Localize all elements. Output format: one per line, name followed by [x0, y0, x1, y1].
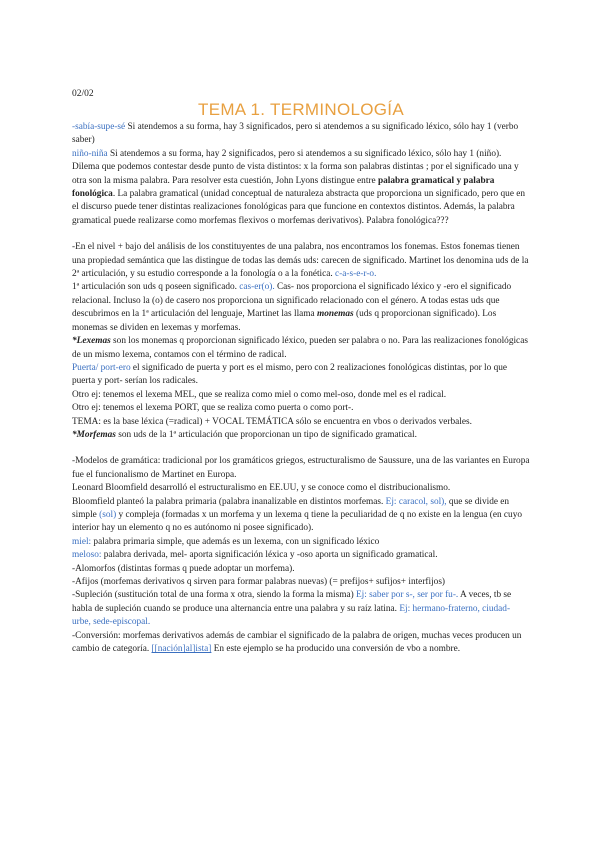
paragraph-alomorfos: -Alomorfos (distintas formas q puede adoptar un morfema).	[72, 563, 295, 574]
paragraph-afijos: -Afijos (morfemas derivativos q sirven para formar palabras nuevas) (= prefijos+ sufijos+ interfijos)	[72, 577, 446, 587]
paragraph-tema: TEMA: es la base léxica (=radical) + VOCAL TEMÁTICA sólo se encuentra en vbos o derivados verbales.	[72, 416, 472, 427]
paragraph-text: . La palabra gramatical (unidad conceptual de naturaleza abstracta que proporciona un significado, pero que en el discurso puede tener distintas realizaciones fonológicas para que funcione en contextos distintos. Además, la palabra gramatical puede realizarse como morfemas flexivos o morfemas derivativos). Palabra fonológica???	[72, 189, 526, 226]
bold-term: monemas	[316, 309, 354, 320]
bold-term: *Morfemas	[72, 429, 116, 440]
paragraph-port: Otro ej: tenemos el lexema PORT, que se realiza como puerta o como port-.	[72, 403, 354, 414]
paragraph-meloso	[72, 549, 530, 562]
example-term: (sol)	[99, 509, 117, 520]
paragraph-sabia	[72, 121, 530, 148]
paragraph-text: -En el nivel + bajo del análisis de los constituyentes de una palabra, nos encontramos los fonemas. Estos fonemas tienen una propiedad semántica que las distingue de todas las demás uds: carecen de significado. Martinet los denomina uds de la 2ª articulación, y su estudio corresponde a la fonología o a la fonética.	[72, 242, 529, 280]
example-term: Ej: hermano-fraterno, ciudad- urbe, sede-episcopal.	[72, 603, 511, 628]
paragraph-modelos: -Modelos de gramática: tradicional por los gramáticos griegos, estructuralismo de Saussure, una de las variantes en Europa fue el funcionalismo de Martinet en Europa.	[72, 456, 530, 480]
bold-term: *Lexemas	[72, 336, 111, 347]
example-term: Puerta/ port-ero	[72, 362, 131, 373]
paragraph-mel: Otro ej: tenemos el lexema MEL, que se realiza como miel o como mel-oso, donde mel es el radical.	[72, 389, 447, 400]
paragraph-text: son los monemas q proporcionan significado léxico, pueden ser palabra o no. Para las realizaciones fonológicas de un mismo lexema, contamos con el término de radical.	[72, 336, 528, 360]
example-term: miel:	[72, 536, 92, 547]
example-term: cas-er(o).	[239, 282, 275, 293]
paragraph-text: 1ª articulación son uds q poseen significado.	[72, 282, 240, 293]
example-term: niño-niña	[72, 148, 108, 159]
paragraph-morfemas	[72, 429, 530, 442]
paragraph-conversion	[72, 630, 530, 657]
example-term: Ej: saber por s-, ser por fu-.	[356, 590, 459, 601]
paragraph-text: En este ejemplo se ha producido una conversión de vbo a nombre.	[211, 644, 461, 655]
paragraph-text: palabra derivada, mel- aporta significación léxica y -oso aporta un significado gramatical.	[101, 550, 438, 561]
paragraph-lexemas	[72, 335, 530, 362]
example-term: -sabía-supe-sé	[72, 122, 126, 132]
paragraph-text: (uds q proporcionan significado). Los monemas se dividen en lexemas y morfemas.	[72, 309, 497, 333]
example-term: c-a-s-e-r-o.	[335, 269, 377, 280]
paragraph-nino	[72, 148, 530, 228]
paragraph-bloomfield: Leonard Bloomfield desarrolló el estructuralismo en EE.UU, y se conoce como el distribucionalismo.	[72, 483, 451, 494]
paragraph-text: Si atendemos a su forma, hay 2 significados, pero si atendemos a su significado léxico, sólo hay 1 (niño). Dilema que podemos contestar desde punto de vista distintos: x la forma son palabras distintas ; por el significado una y otra son la misma palabra. Para resolver esta cuestión, John Lyons distingue entre	[72, 148, 519, 186]
paragraph-text: son uds de la 1ª articulación que proporcionan un tipo de significado gramatical.	[115, 429, 417, 440]
paragraph-fonemas	[72, 241, 530, 281]
example-term: [[nación]al]ista]	[151, 644, 212, 655]
paragraph-text: A veces, tb se habla de supleción cuando se produce una alternancia entre una palabra y su raíz latina.	[72, 590, 512, 614]
paragraph-text: palabra primaria simple, que además es un lexema, con un significado léxico	[91, 536, 380, 547]
bold-term: palabra gramatical y palabra fonológica	[72, 175, 495, 200]
spacer	[72, 228, 530, 241]
paragraph-articulacion	[72, 281, 530, 335]
paragraph-text: Bloomfield planteó la palabra primaria (palabra inanalizable en distintos morfemas.	[72, 496, 386, 507]
paragraph-text: -Conversión: morfemas derivativos además de cambiar el significado de la palabra de origen, muchas veces producen un cambio de categoría.	[72, 630, 522, 655]
paragraph-puerta	[72, 362, 530, 389]
paragraph-miel	[72, 536, 530, 549]
paragraph-palabra-primaria	[72, 496, 530, 536]
document-page	[72, 88, 530, 656]
date: 02/02	[72, 89, 94, 99]
page-title: TEMA 1. TERMINOLOGÍA	[198, 100, 404, 119]
paragraph-text: y compleja (formadas x un morfema y un lexema q tiene la peculiaridad de q no existe en la lengua (en cuyo interior hay un elemento q no es autónomo ni posee significado).	[72, 509, 522, 534]
example-term: meloso:	[72, 550, 102, 561]
spacer	[72, 442, 530, 455]
paragraph-text: Si atendemos a su forma, hay 3 significados, pero si atendemos a su significado léxico, sólo hay 1 (verbo saber)	[72, 122, 519, 146]
example-term: Ej: caracol, sol),	[385, 496, 447, 507]
paragraph-text: Cas- nos proporciona el significado léxico y -ero el significado relacional. Incluso la (o) de casero nos proporciona un significado relacionado con el género. A todas estas uds que descubrimos en la 1ª articulación del lenguaje, Martinet las llama	[72, 282, 512, 320]
paragraph-text: el significado de puerta y port es el mismo, pero con 2 realizaciones fonológicas distintas, por lo que puerta y port- serían los radicales.	[72, 362, 508, 387]
paragraph-text: que se divide en simple	[72, 496, 510, 520]
paragraph-suplecion	[72, 589, 530, 629]
paragraph-text: -Supleción (sustitución total de una forma x otra, siendo la forma la misma)	[72, 590, 356, 601]
